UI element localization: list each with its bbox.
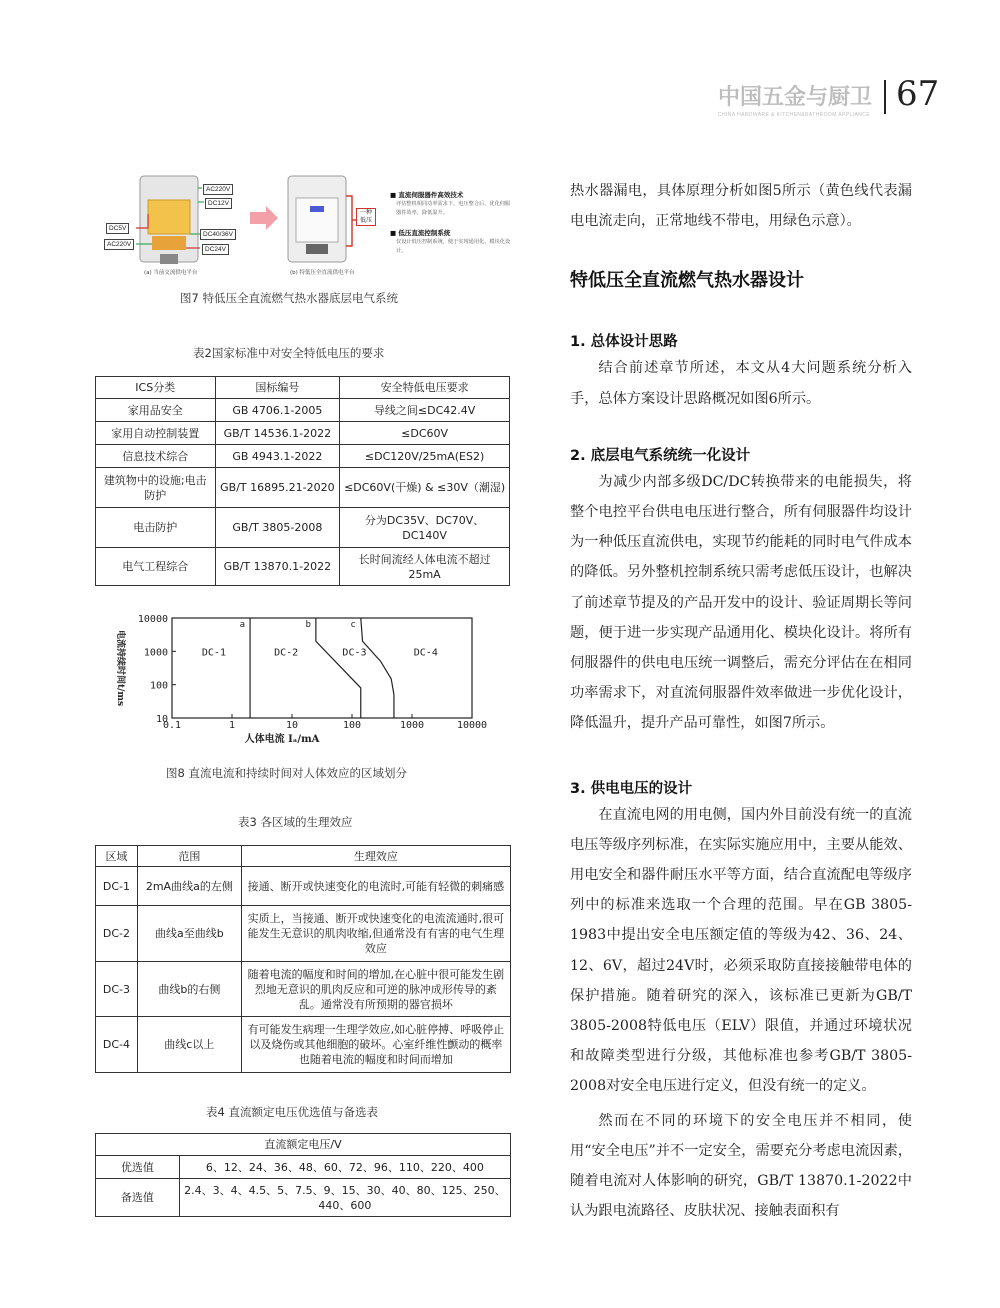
table-cell: DC-2 [96,906,138,962]
heat-exchanger-left [148,200,190,234]
x-axis-label: 人体电流 Iₐ/mA [244,734,320,745]
table-cell: 导线之间≤DC42.4V [340,399,510,422]
table-cell: DC-4 [96,1017,138,1073]
region-label: DC-2 [274,647,299,659]
table-cell: ≤DC60V [340,422,510,445]
table-row [96,962,511,1017]
magazine-logo [718,80,878,120]
table-cell: GB 4943.1-2022 [215,445,340,468]
tag-dc12v: DC12V [205,198,232,209]
table-cell: DC-3 [96,962,138,1017]
region-label: DC-4 [413,647,438,659]
table-cell: GB/T 3805-2008 [215,508,340,548]
intro-paragraph: 热水器漏电，具体原理分析如图5所示（黄色线代表漏电电流走向，正常地线不带电，用绿色示意）。 [570,183,912,230]
figure-8-chart [100,606,510,751]
curve-b [316,618,361,718]
table-2-header-row [96,377,510,399]
x-tick-label: 10 [285,720,299,731]
y-tick-label: 1000 [143,647,168,659]
table-cell: 家用品安全 [96,399,216,422]
burner-left [152,236,186,250]
table-cell: 电击防护 [96,508,216,548]
table-cell: 电气工程综合 [96,548,216,586]
table-cell: GB/T 16895.21-2020 [215,468,340,508]
figure-7 [100,170,520,282]
figure-8-caption: 图8 直流电流和持续时间对人体效应的区域划分 [166,766,407,780]
figure-7-bullet-1-text: 评估整机相同功率需求下，电压整合后，优化伺服器件效率，降低温升。 [396,201,511,216]
table-3-header-cell: 生理效应 [241,846,510,867]
plot-frame [172,618,472,718]
magazine-logo-text: 中国五金与厨卫 [718,85,873,110]
table-2-header-cell: 安全特低电压要求 [340,377,510,399]
table-3-header-row [96,846,511,867]
subsection-3-paragraph-2: 然而在不同的环境下的安全电压并不相同，使用“安全电压”并不一定安全，需要充分考虑电流因素，随着电流对人体影响的研究，GB/T 13870.1-2022中认为跟电流路径、皮肤状况、接触表面积有 [570,1112,912,1220]
figure-7-illustration [100,170,520,282]
figure-7a-label: (a) 当前交流供电平台 [144,270,198,276]
valve-right [306,244,328,254]
curve-label-b: b [305,620,311,630]
table-cell: DC-1 [96,867,138,906]
curve-label-c: c [350,620,356,630]
table-3 [95,845,511,1073]
table-row [96,867,511,906]
figure-7-caption: 图7 特低压全直流燃气热水器底层电气系统 [180,291,398,305]
table-row [96,508,510,548]
table-cell: 6、12、24、36、48、60、72、96、110、220、400 [179,1156,510,1179]
y-axis-label: 电流持续时间t/ms [115,629,125,707]
subsection-3-paragraph-1: 在直流电网的用电侧，国内外目前没有统一的直流电压等级序列标准，在实际实施应用中，主要从能效、用电安全和器件耐压水平等方面，结合直流配电等级序列中的标准来选取一个合理的范围。早在GB 3805-1983中提出安全电压额定值的等级为42、36、24、12、6V，超过24V时，必须采取防直接接触带电体的保护措施。随着研究的深入，该标准已更新为GB/T 3805-2008特低电压（ELV）限值，并通过环境状况和故障类型进行分级，其他标准也参考GB/T 3805-2008对安全电压进行定义，但没有统一的定义。 [570,806,912,1095]
heater-panel-right [296,198,338,242]
valve-left [160,254,178,264]
table-row [96,548,510,586]
table-row [96,906,511,962]
table-cell: 建筑物中的设施;电击防护 [96,468,216,508]
tag-dc24v: DC24V [202,244,229,255]
y-tick-label: 10000 [137,614,168,625]
table-cell: 曲线b的右侧 [137,962,241,1017]
table-cell: ≤DC60V(干燥) & ≤30V（潮湿) [340,468,510,508]
table-cell: 家用自动控制装置 [96,422,216,445]
tag-ac220v-left: AC220V [104,239,134,250]
y-tick-label: 100 [149,680,168,692]
table-4-header-cell: 直流额定电压/V [96,1134,511,1156]
table-cell: 优选值 [96,1156,180,1179]
figure-8 [100,606,510,751]
curve-c [361,618,394,718]
table-4-caption: 表4 直流额定电压优选值与备选表 [206,1105,378,1119]
table-2-header-cell: ICS分类 [96,377,216,399]
table-3-header-cell: 范围 [137,846,241,867]
table-cell: 长时间流经人体电流不超过25mA [340,548,510,586]
subsection-1-paragraph: 结合前述章节所述，本文从4大问题系统分析入手，总体方案设计思路概况如图6所示。 [570,360,912,407]
magazine-logo-subtitle: CHINA HARDWARE & KITCHEN&BATHROOM APPLIANCE [718,112,870,118]
table-cell: GB 4706.1-2005 [215,399,340,422]
table-4-header-row [96,1134,511,1156]
page-number: 67 [896,74,940,114]
table-cell: 2mA曲线a的左侧 [137,867,241,906]
table-cell: 随着电流的幅度和时间的增加,在心脏中很可能发生剧烈地无意识的肌肉反应和可逆的脉冲成形传导的紊乱。通常没有所预期的器官损坏 [241,962,510,1017]
subsection-2-paragraph: 为减少内部多级DC/DC转换带来的电能损失，将整个电控平台供电电压进行整合，所有伺服器件均设计为一种低压直流供电，实现节约能耗的同时电气件成本的降低。另外整机控制系统只需考虑低压设计，也解决了前述章节提及的产品开发中的设计、验证周期长等问题，便于进一步实现产品通用化、模块化设计。将所有伺服器件的供电电压统一调整后，需充分评估在在相同功率需求下，对直流伺服器件效率做进一步优化设计，降低温升，提升产品可靠性，如图7所示。 [570,473,912,732]
x-tick-label: 10000 [456,720,488,731]
table-row [96,1179,511,1217]
table-2 [95,376,510,586]
table-cell: GB/T 14536.1-2022 [215,422,340,445]
x-tick-label: 1000 [399,720,425,731]
table-2-header-cell: 国标编号 [215,377,340,399]
section-title: 特低压全直流燃气热水器设计 [570,270,804,292]
tag-one-low-voltage: 一种低压 [356,208,376,226]
table-cell: 曲线a至曲线b [137,906,241,962]
table-row [96,1156,511,1179]
table-cell: 有可能发生病理一生理学效应,如心脏停搏、呼吸停止以及烧伤或其他细胞的破坏。心室纤维性颤动的概率也随着电流的幅度和时间而增加 [241,1017,510,1073]
tag-ac220v-top: AC220V [203,184,233,195]
x-tick-label: 1 [228,720,236,731]
table-cell: GB/T 13870.1-2022 [215,548,340,586]
table-cell: 分为DC35V、DC70V、DC140V [340,508,510,548]
subsection-2-title: 2. 底层电气系统统一化设计 [570,447,751,464]
tag-dc40-36v: DC40/36V [200,229,236,240]
subsection-3-title: 3. 供电电压的设计 [570,780,693,797]
table-cell: 信息技术综合 [96,445,216,468]
right-column [570,176,912,1226]
table-3-caption: 表3 各区域的生理效应 [238,815,353,829]
region-label: DC-1 [201,647,226,659]
table-cell: 2.4、3、4、4.5、5、7.5、9、15、30、40、80、125、250、440、600 [179,1179,510,1217]
x-tick-label: 100 [342,720,362,731]
table-row [96,445,510,468]
x-tick-label: 0.1 [162,720,182,731]
table-cell: 曲线c以上 [137,1017,241,1073]
curve-label-a: a [239,620,246,630]
tag-dc5v: DC5V [106,223,129,234]
table-3-header-cell: 区域 [96,846,138,867]
table-row [96,422,510,445]
table-cell: 备选值 [96,1179,180,1217]
table-cell: ≤DC120V/25mA(ES2) [340,445,510,468]
table-cell: 实质上，当接通、断开或快速变化的电流流通时,很可能发生无意识的肌肉收缩,但通常没有有害的电气生理效应 [241,906,510,962]
figure-7-bullet-2-text: 仅设计低压控制系统，便于实现通用化、模块化设计。 [396,239,511,254]
table-4 [95,1133,511,1217]
logo-plate-right [310,206,324,212]
figure-7-bullet-2-title: ■ 低压直流控制系统 [390,229,451,237]
table-row [96,1017,511,1073]
figure-7b-label: (b) 特低压全直流供电平台 [290,270,355,276]
y-tick-label: 10 [155,714,168,725]
subsection-1-title: 1. 总体设计思路 [570,334,678,351]
table-2-caption: 表2国家标准中对安全特低电压的要求 [193,346,385,360]
table-cell: 接通、断开或快速变化的电流时,可能有轻微的刺痛感 [241,867,510,906]
transition-arrow [250,206,278,230]
region-label: DC-3 [342,647,367,659]
header-divider [884,80,886,114]
figure-7-bullet-1-title: ■ 直流伺服器件高效技术 [390,191,464,199]
table-row [96,468,510,508]
table-row [96,399,510,422]
